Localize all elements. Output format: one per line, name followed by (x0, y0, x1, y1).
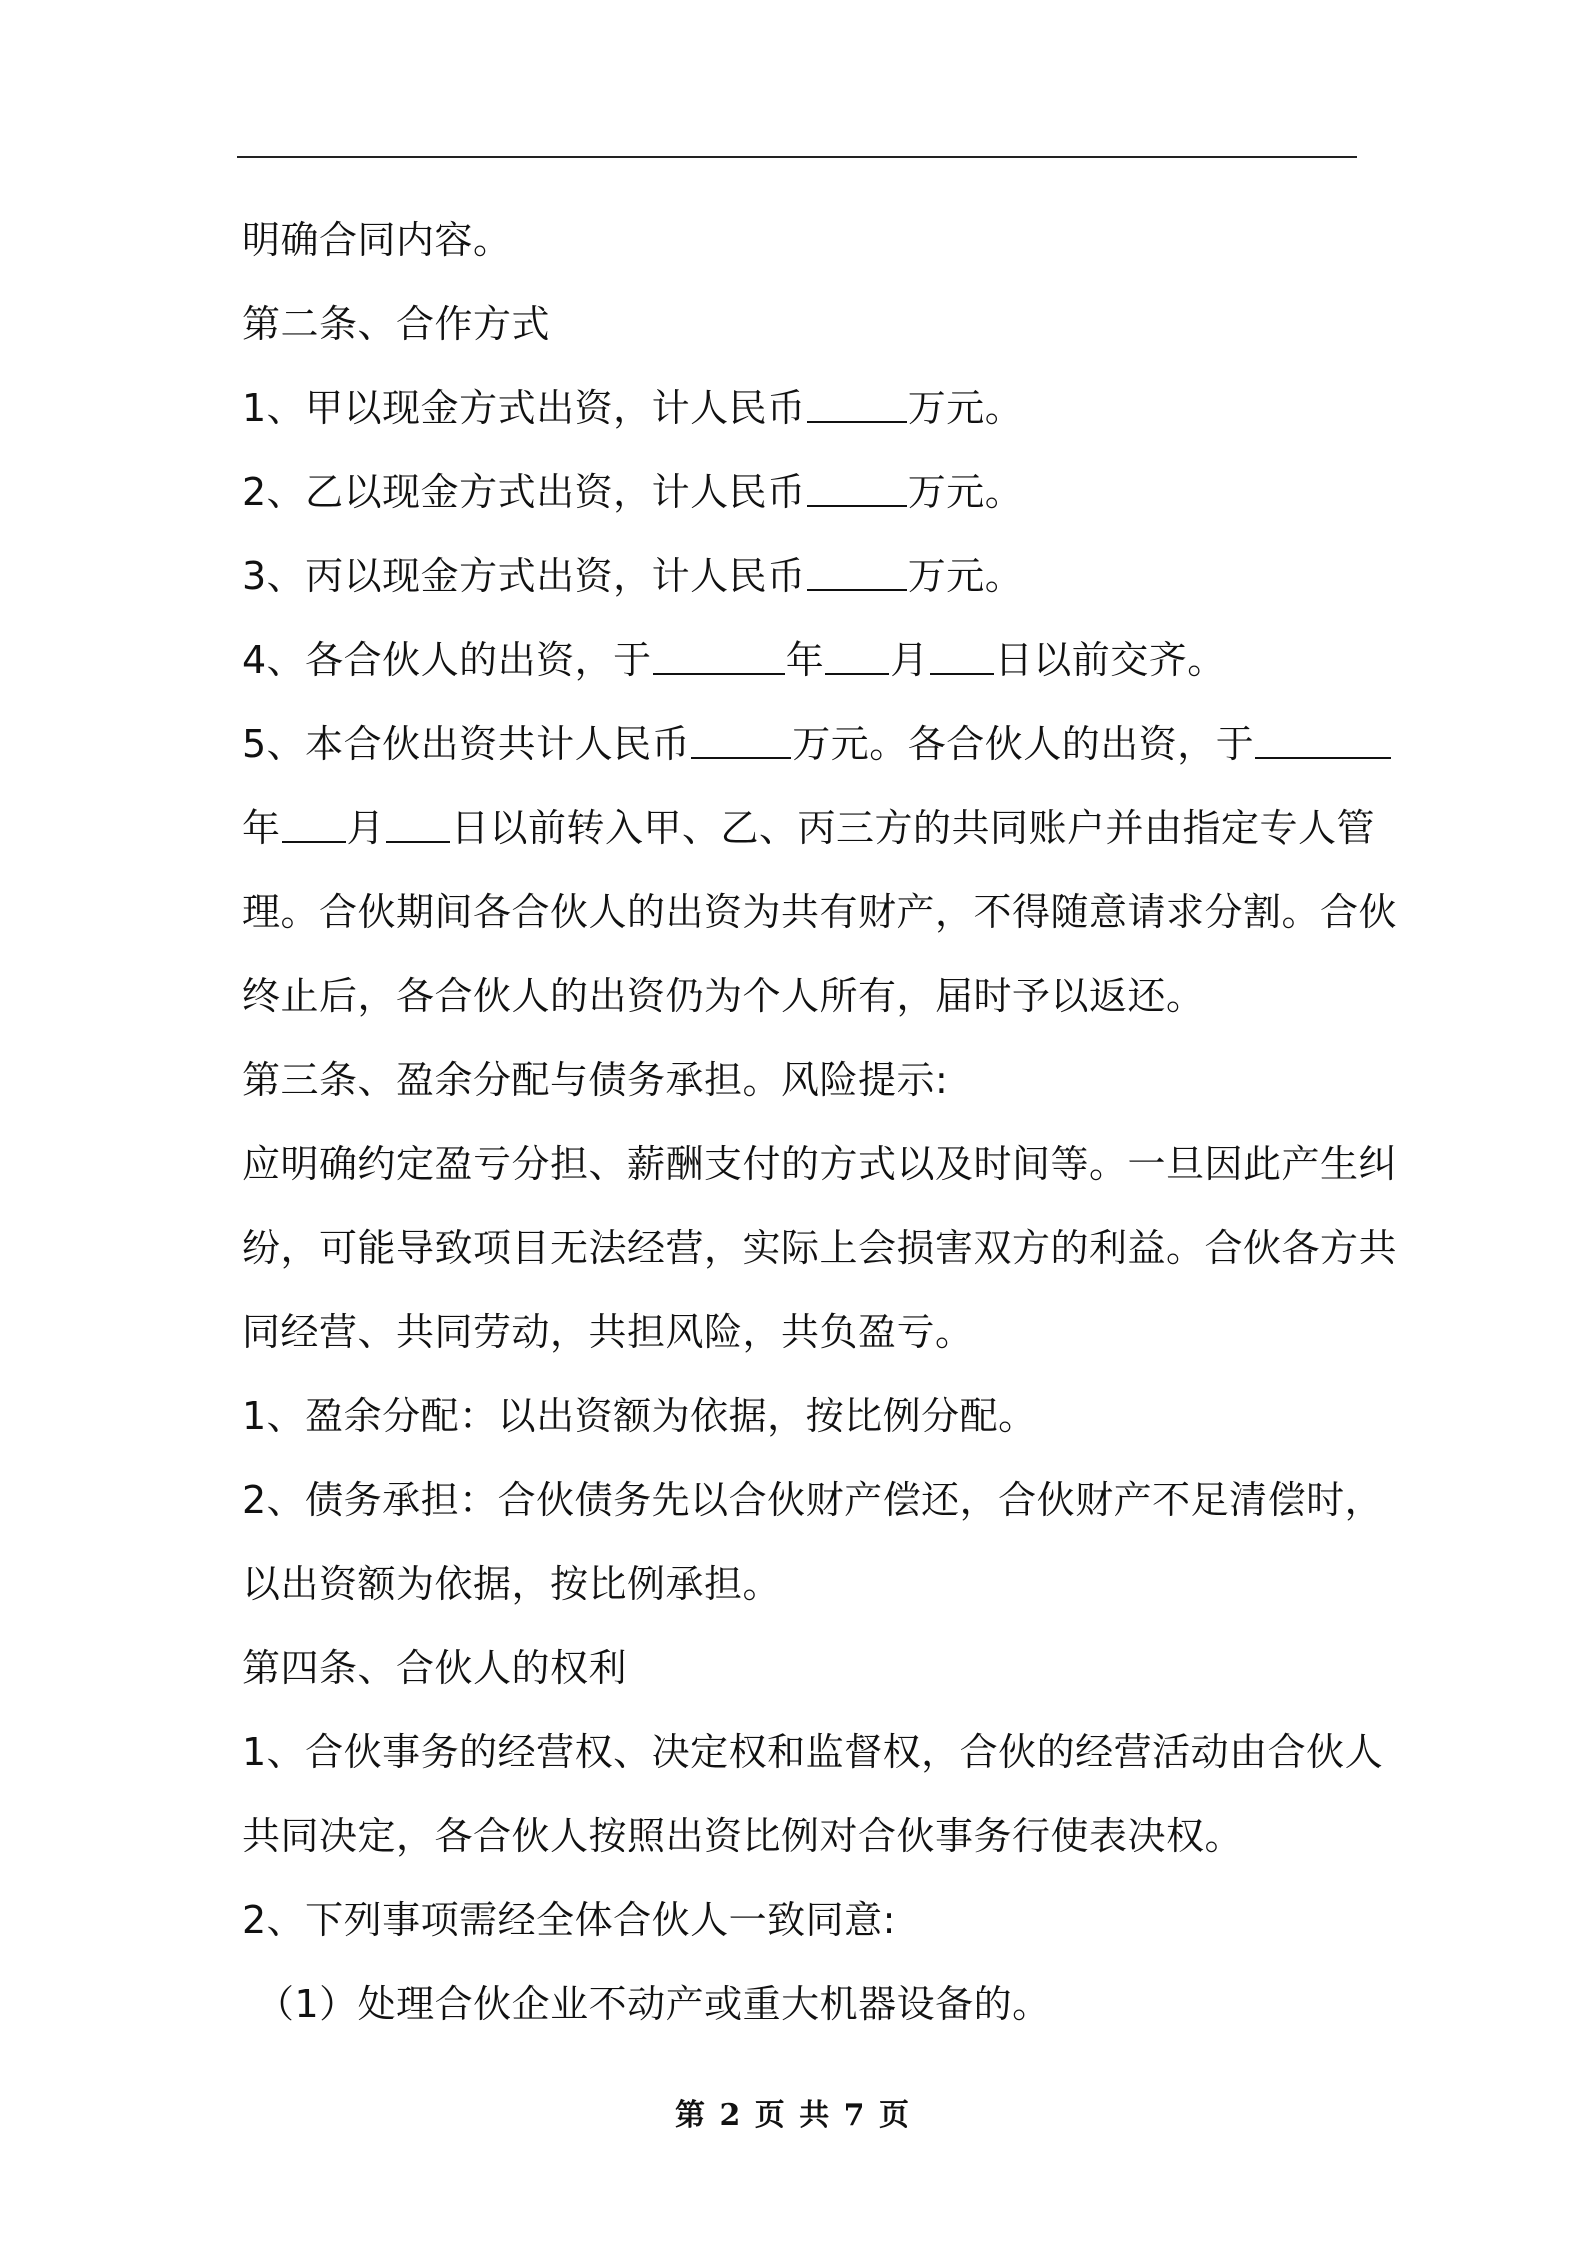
text-span: 2、乙以现金方式出资，计人民币 (242, 470, 806, 514)
text-line: 明确合同内容。 (242, 218, 512, 262)
text-line (242, 786, 1376, 870)
total-page-count: 7 (843, 2098, 867, 2133)
text-span: 月 (346, 806, 386, 850)
page-footer (0, 2090, 1586, 2134)
text-span: 年 (785, 638, 825, 682)
fill-in-blank (807, 553, 907, 591)
text-line: 2、下列事项需经全体合伙人一致同意: (242, 1898, 896, 1942)
text-line (242, 366, 1357, 450)
text-span: 日以前交齐。 (994, 638, 1226, 682)
text-span: 万元。 (907, 470, 1024, 514)
text-span: 万元。各合伙人的出资，于 (792, 722, 1255, 766)
footer-prefix: 第 (674, 2098, 707, 2133)
fill-in-blank (807, 385, 907, 423)
fill-in-blank (825, 637, 889, 675)
fill-in-blank (930, 637, 994, 675)
fill-in-blank (807, 469, 907, 507)
section-heading: 第三条、盈余分配与债务承担。风险提示: (242, 1058, 949, 1102)
text-span: 1、甲以现金方式出资，计人民币 (242, 386, 806, 430)
fill-in-blank (386, 805, 450, 843)
current-page-number: 2 (719, 2098, 743, 2133)
text-span: 万元。 (907, 554, 1024, 598)
text-line: 2、债务承担：合伙债务先以合伙财产偿还，合伙财产不足清偿时， (242, 1478, 1384, 1522)
text-line (242, 450, 1357, 534)
text-span: 万元。 (907, 386, 1024, 430)
text-line: （1）处理合伙企业不动产或重大机器设备的。 (256, 1982, 1051, 2026)
text-span: 年 (242, 806, 281, 850)
text-line: 1、盈余分配：以出资额为依据，按比例分配。 (242, 1394, 1037, 1438)
text-line: 同经营、共同劳动，共担风险，共负盈亏。 (242, 1310, 974, 1354)
fill-in-blank (1255, 721, 1391, 759)
text-span: 月 (890, 638, 929, 682)
text-line: 以出资额为依据，按比例承担。 (242, 1562, 782, 1606)
fill-in-blank (691, 721, 791, 759)
text-line: 终止后，各合伙人的出资仍为个人所有，届时予以返还。 (242, 974, 1205, 1018)
body-text (242, 198, 1398, 2046)
text-line (242, 618, 1357, 702)
text-span: 5、本合伙出资共计人民币 (242, 722, 691, 766)
header-rule (237, 156, 1357, 158)
text-span: 4、各合伙人的出资，于 (242, 638, 652, 682)
text-line (242, 534, 1357, 618)
section-heading: 第二条、合作方式 (242, 302, 551, 346)
footer-mid: 页 共 (754, 2098, 832, 2133)
text-line (242, 702, 1357, 786)
fill-in-blank (653, 637, 785, 675)
text-line: 共同决定，各合伙人按照出资比例对合伙事务行使表决权。 (242, 1814, 1244, 1858)
section-heading: 第四条、合伙人的权利 (242, 1646, 628, 1690)
text-line: 纷，可能导致项目无法经营，实际上会损害双方的利益。合伙各方共 (242, 1226, 1398, 1270)
footer-suffix: 页 (879, 2098, 911, 2133)
fill-in-blank (282, 805, 346, 843)
text-line: 应明确约定盈亏分担、薪酬支付的方式以及时间等。一旦因此产生纠 (242, 1142, 1398, 1186)
text-line: 1、合伙事务的经营权、决定权和监督权，合伙的经营活动由合伙人 (242, 1730, 1384, 1774)
text-span: 3、丙以现金方式出资，计人民币 (242, 554, 806, 598)
text-span: 日以前转入甲、乙、丙三方的共同账户并由指定专人管 (451, 806, 1376, 850)
text-line: 理。合伙期间各合伙人的出资为共有财产，不得随意请求分割。合伙 (242, 890, 1398, 934)
